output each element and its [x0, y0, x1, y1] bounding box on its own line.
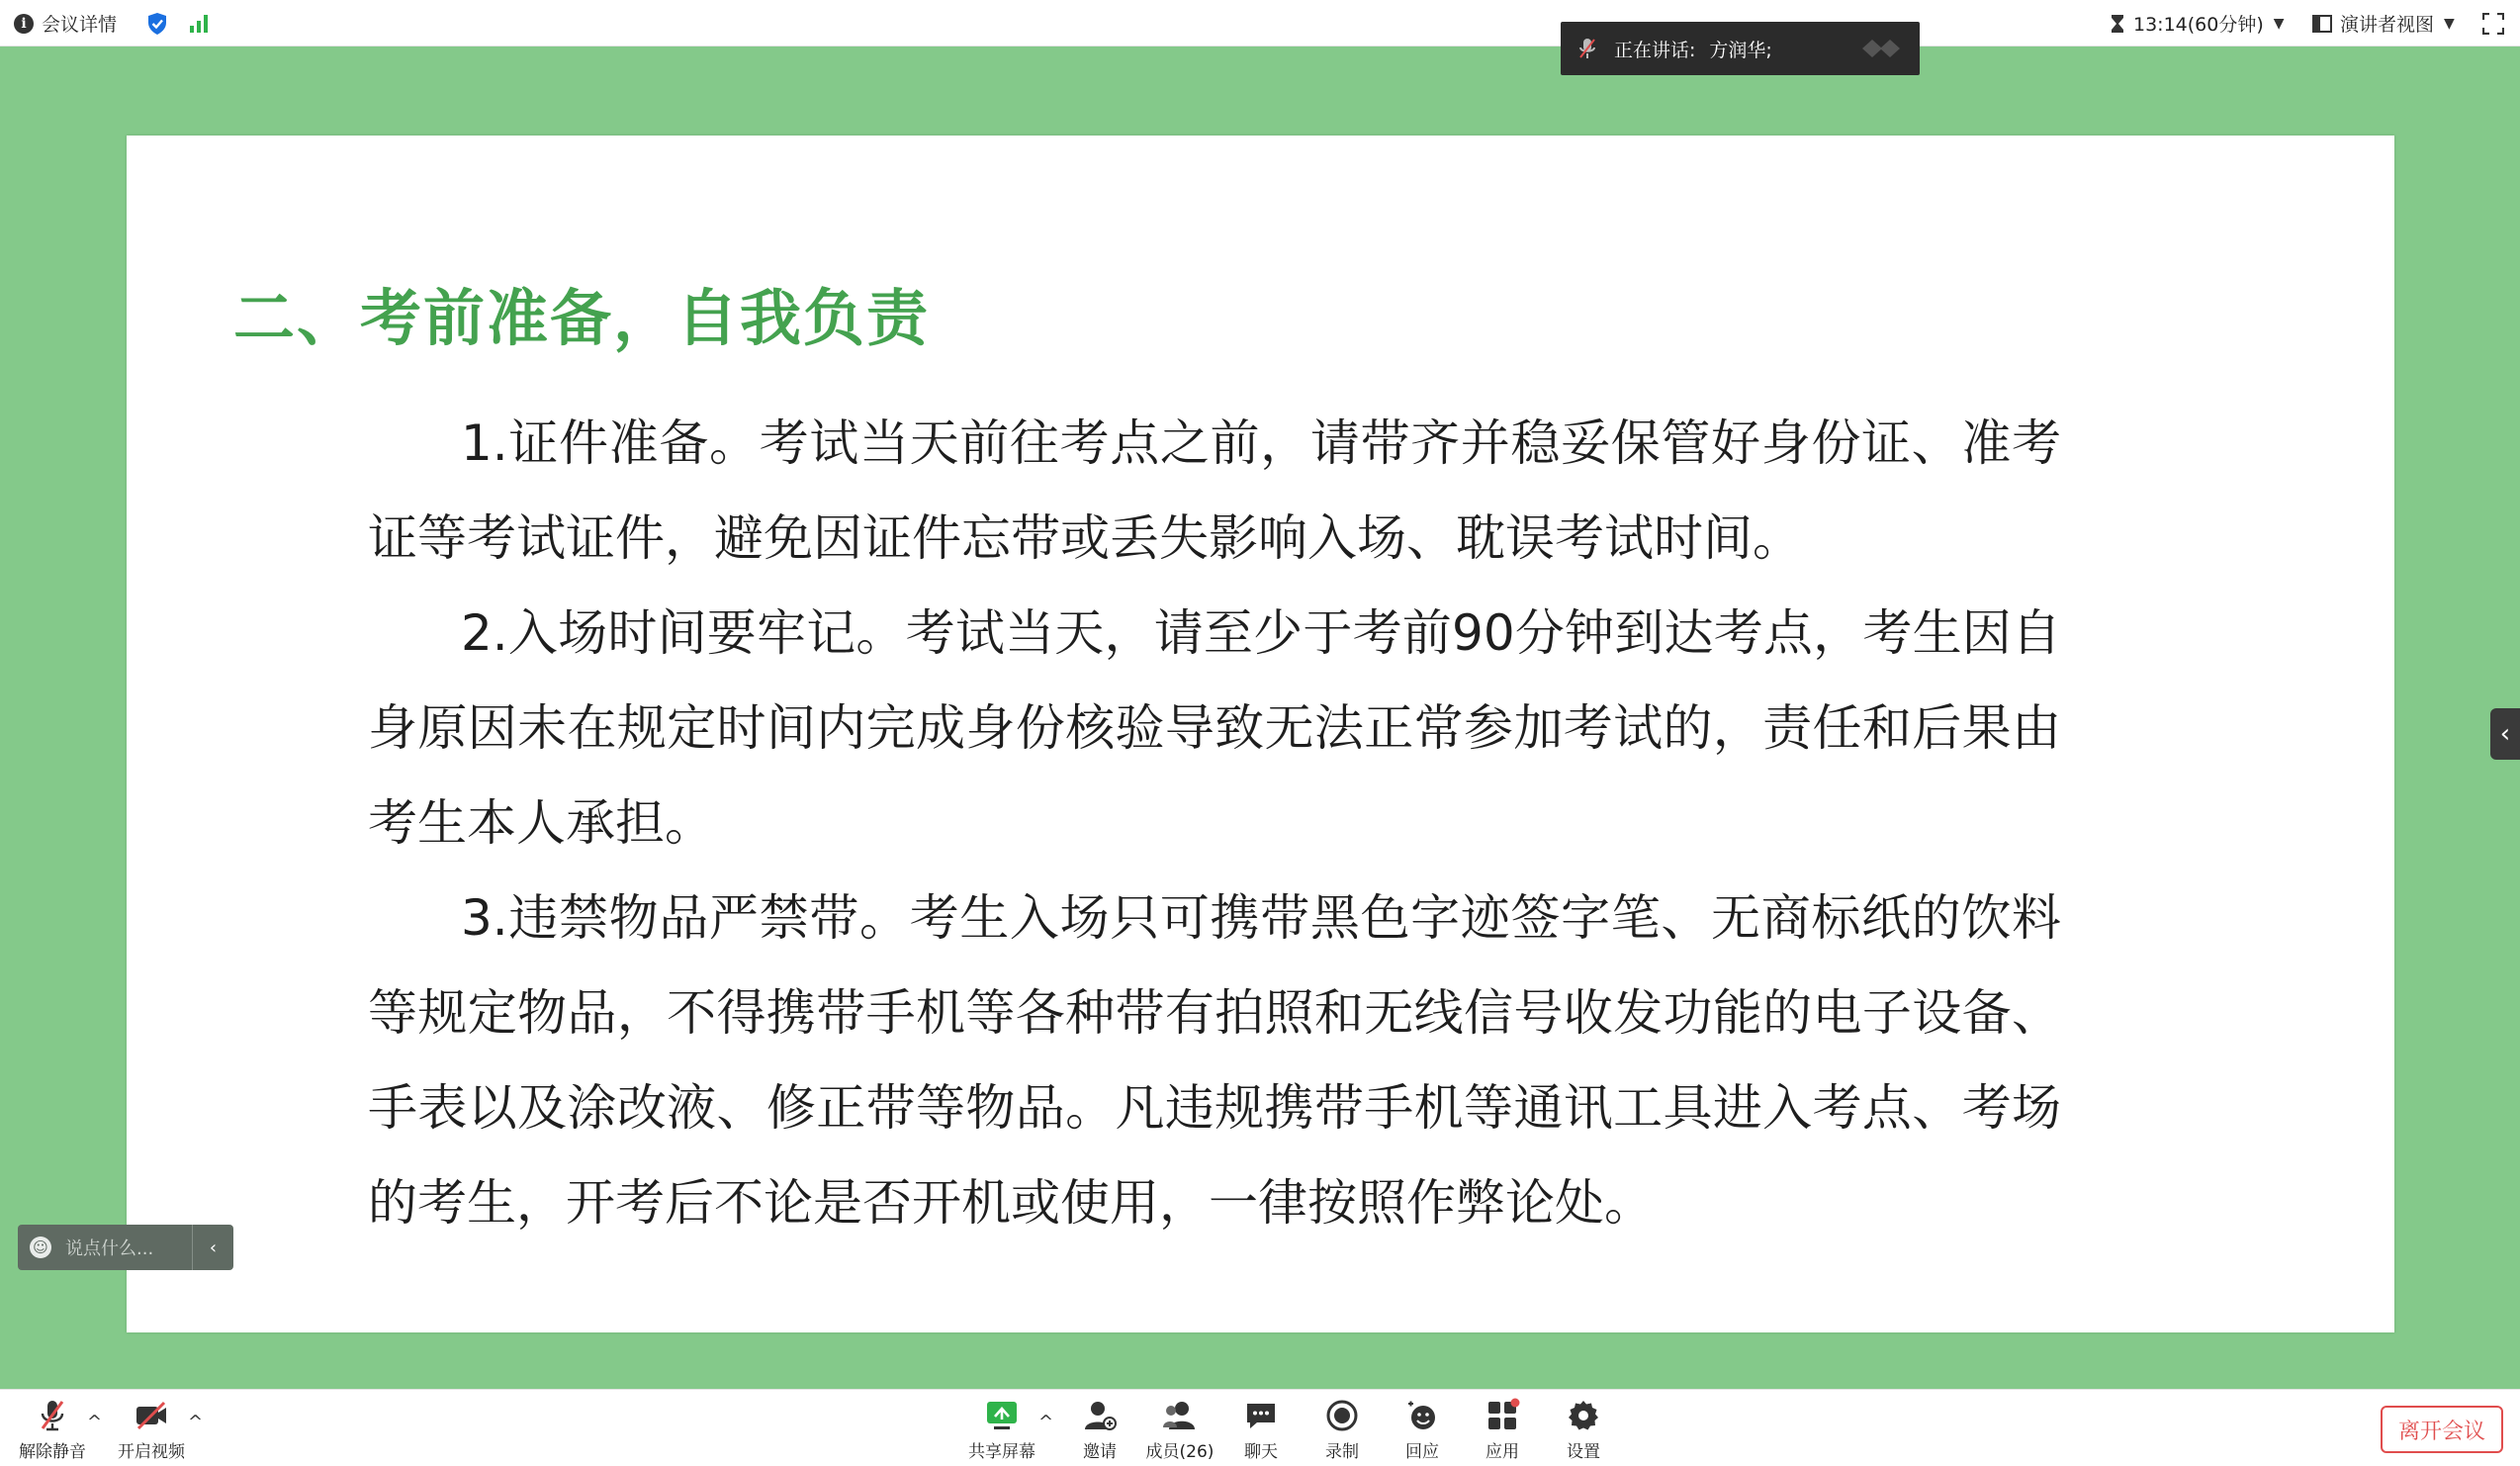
bottom-toolbar — [0, 1389, 2520, 1466]
side-panel-toggle[interactable] — [2490, 708, 2520, 760]
chevron-left-icon: ‹ — [2499, 719, 2511, 749]
view-mode-label: 演讲者视图 — [2340, 14, 2435, 36]
invite-button[interactable] — [1055, 1398, 1144, 1463]
meeting-details-button[interactable] — [14, 0, 117, 46]
collapse-chat-icon[interactable]: ‹ — [192, 1225, 233, 1270]
emoji-icon[interactable]: ☺ — [30, 1237, 51, 1258]
share-screen-label: 共享屏幕 — [968, 1442, 1035, 1462]
chat-button[interactable] — [1216, 1398, 1305, 1463]
unmute-label: 解除静音 — [19, 1442, 86, 1462]
chevron-down-icon: ▼ — [2444, 15, 2455, 32]
video-options-caret-icon[interactable]: ^ — [188, 1412, 204, 1432]
record-button[interactable] — [1298, 1398, 1387, 1463]
speaking-label: 正在讲话: — [1614, 39, 1696, 61]
video-off-icon — [134, 1398, 169, 1433]
shield-icon — [146, 12, 168, 36]
chevron-down-icon: ▼ — [2273, 15, 2285, 32]
presenter-view-icon — [2312, 14, 2332, 34]
settings-label: 设置 — [1567, 1442, 1600, 1462]
reaction-icon — [1404, 1398, 1440, 1433]
share-screen-icon — [984, 1398, 1020, 1433]
meeting-details-label: 会议详情 — [42, 14, 118, 36]
reaction-button[interactable] — [1378, 1398, 1467, 1463]
share-screen-button[interactable] — [957, 1398, 1046, 1463]
audio-options-caret-icon[interactable]: ^ — [87, 1412, 103, 1432]
leave-meeting-button[interactable]: 离开会议 — [2381, 1406, 2503, 1453]
members-icon — [1162, 1398, 1198, 1433]
timer-text: 13:14(60分钟) — [2133, 14, 2264, 36]
speaking-indicator — [1561, 22, 1920, 75]
info-icon: i — [14, 14, 34, 34]
muted-mic-icon — [35, 1398, 70, 1433]
invite-label: 邀请 — [1083, 1442, 1117, 1462]
unmute-button[interactable] — [8, 1398, 97, 1463]
apps-grid-icon — [1485, 1398, 1520, 1433]
security-shield-icon[interactable] — [146, 0, 168, 46]
view-mode-dropdown[interactable] — [2312, 0, 2455, 46]
chat-placeholder: 说点什么... — [65, 1238, 154, 1259]
chat-input-bubble[interactable] — [18, 1225, 233, 1270]
fullscreen-icon — [2482, 13, 2504, 35]
slide-body — [368, 396, 2061, 1250]
meeting-timer[interactable] — [2110, 0, 2285, 46]
gear-icon — [1566, 1398, 1601, 1433]
members-button[interactable] — [1135, 1398, 1224, 1463]
drag-handle-icon[interactable] — [1856, 38, 1906, 59]
start-video-button[interactable] — [107, 1398, 196, 1463]
network-signal-icon[interactable] — [190, 0, 208, 46]
apps-button[interactable] — [1458, 1398, 1547, 1463]
fullscreen-button[interactable] — [2482, 0, 2504, 46]
record-label: 录制 — [1325, 1442, 1359, 1462]
share-options-caret-icon[interactable]: ^ — [1038, 1412, 1054, 1432]
reaction-label: 回应 — [1405, 1442, 1439, 1462]
apps-label: 应用 — [1485, 1442, 1519, 1462]
muted-mic-icon — [1578, 38, 1596, 59]
chat-bubble-icon — [1243, 1398, 1279, 1433]
members-label: 成员(26) — [1145, 1442, 1215, 1462]
start-video-label: 开启视频 — [118, 1442, 185, 1462]
top-bar — [0, 0, 2520, 46]
record-icon — [1324, 1398, 1360, 1433]
speaker-name: 方润华; — [1709, 39, 1772, 61]
chat-label: 聊天 — [1244, 1442, 1278, 1462]
slide-paragraph-2: 2.入场时间要牢记。考试当天，请至少于考前90分钟到达考点，考生因自身原因未在规定时间内完成身份核验导致无法正常参加考试的，责任和后果由考生本人承担。 — [368, 604, 2061, 852]
invite-user-icon — [1082, 1398, 1118, 1433]
hourglass-icon — [2110, 14, 2125, 34]
slide-paragraph-3: 3.违禁物品严禁带。考生入场只可携带黑色字迹签字笔、无商标纸的饮料等规定物品，不得携带手机等各种带有拍照和无线信号收发功能的电子设备、手表以及涂改液、修正带等物品。凡违规携带手机等通讯工具进入考点、考场的考生，开考后不论是否开机或使用，一律按照作弊论处。 — [368, 889, 2061, 1232]
slide-title: 二、考前准备，自我负责 — [233, 282, 931, 354]
signal-bars-icon — [190, 15, 208, 33]
settings-button[interactable] — [1539, 1398, 1628, 1463]
slide-paragraph-1: 1.证件准备。考试当天前往考点之前，请带齐并稳妥保管好身份证、准考证等考试证件，避免因证件忘带或丢失影响入场、耽误考试时间。 — [368, 414, 2061, 567]
